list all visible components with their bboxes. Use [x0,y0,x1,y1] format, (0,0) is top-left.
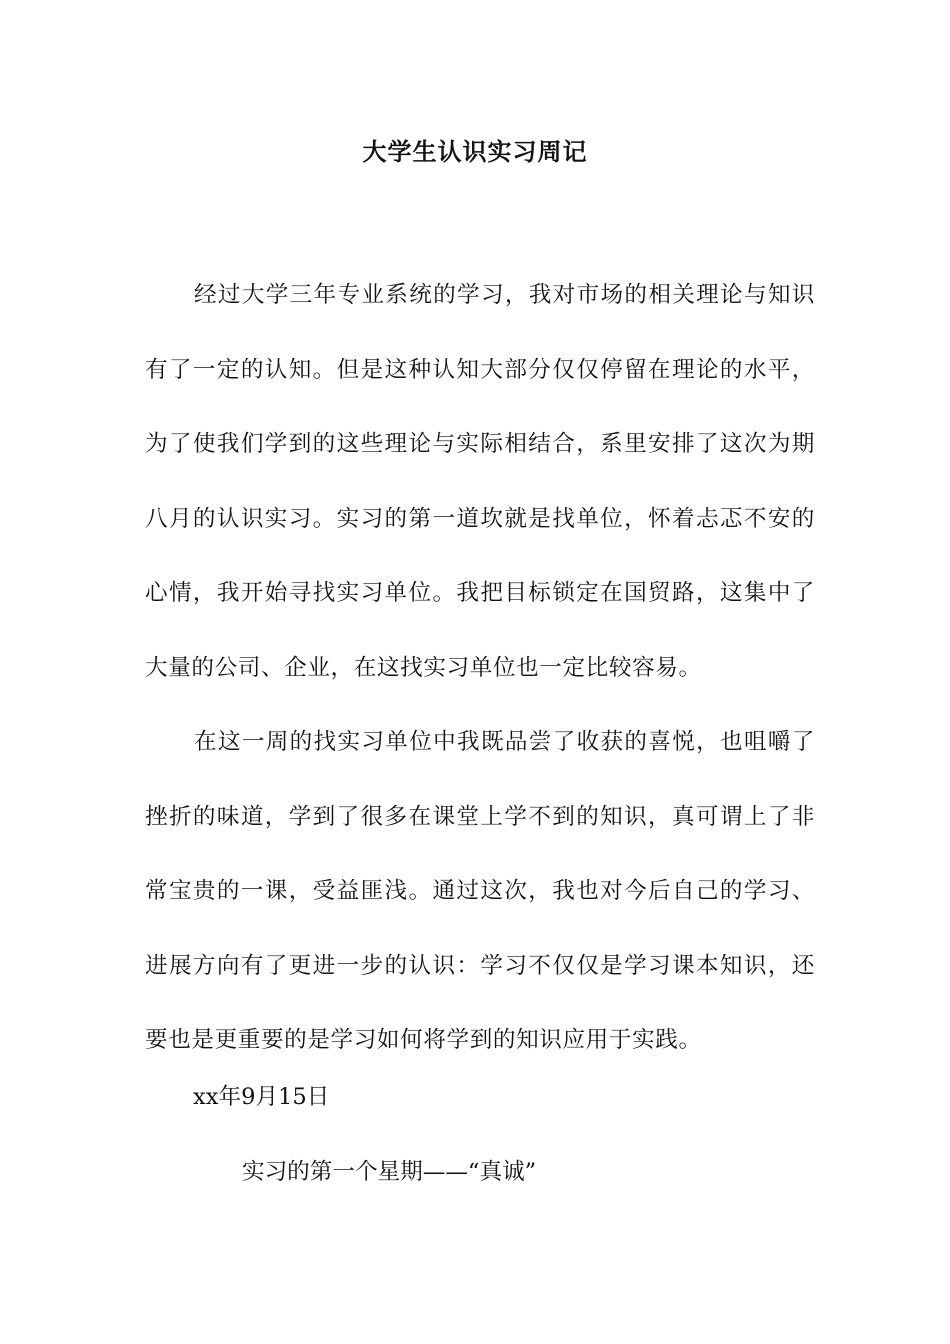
document-title: 大学生认识实习周记 [362,137,588,166]
section-subheading: 实习的第一个星期——“真诚” [242,1159,537,1185]
paragraph-1: 经过大学三年专业系统的学习，我对市场的相关理论与知识有了一定的认知。但是这种认知大部分仅仅停留在理论的水平，为了使我们学到的这些理论与实际相结合，系里安排了这次为期八月的认识实习。实习的第一道坎就是找单位，怀着忐忑不安的心情，我开始寻找实习单位。我把目标锁定在国贸路，这集中了大量的公司、企业，在这找实习单位也一定比较容易。 [145,282,815,681]
paragraph-2: 在这一周的找实习单位中我既品尝了收获的喜悦，也咀嚼了挫折的味道，学到了很多在课堂上学不到的知识，真可谓上了非常宝贵的一课，受益匪浅。通过这次，我也对今后自己的学习、进展方向有了更进一步的认识：学习不仅仅是学习课本知识，还要也是更重要的是学习如何将学到的知识应用于实践。 [145,729,815,1054]
date-line: xx年9月15日 [193,1084,330,1110]
